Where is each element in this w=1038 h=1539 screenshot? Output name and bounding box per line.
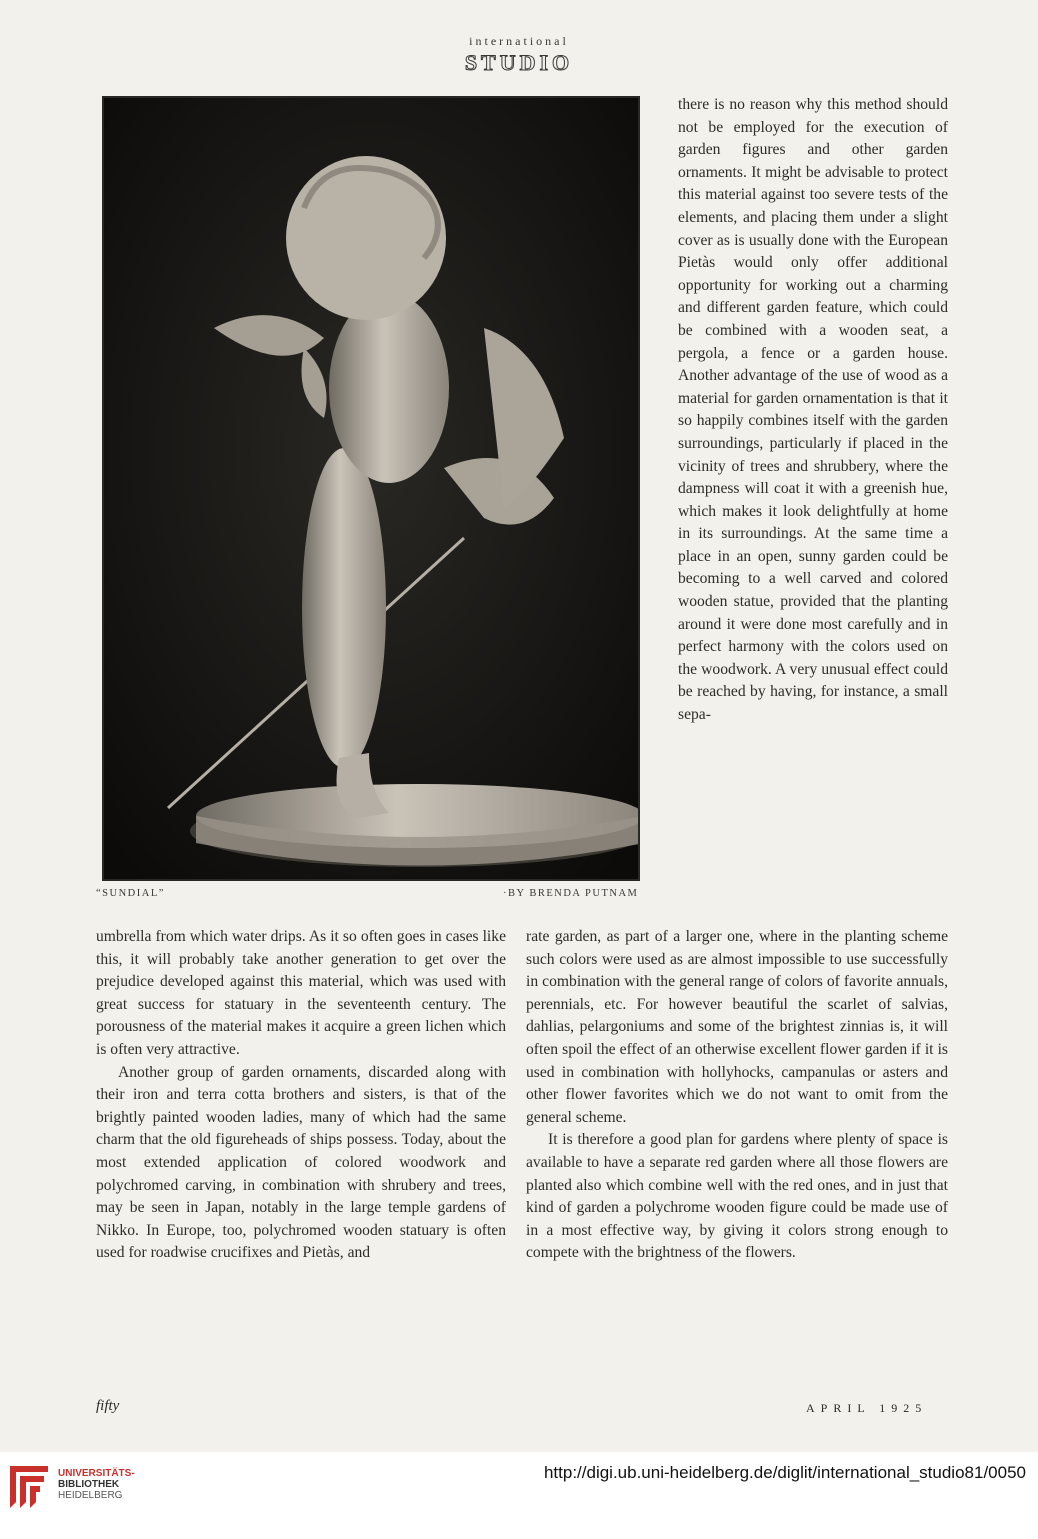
left-text-column	[96, 926, 506, 1265]
photo-caption-title: “SUNDIAL”	[96, 888, 165, 899]
sundial-photograph	[102, 96, 640, 881]
library-name-line2: BIBLIOTHEK	[58, 1479, 120, 1490]
right-text-column	[526, 926, 948, 1265]
photo-caption-credit: ·BY BRENDA PUTNAM	[503, 888, 639, 899]
paragraph: rate garden, as part of a larger one, where in the planting scheme such colors were used as are almost impossible to use successfully in combination with the general range of colors of favorite annuals, perennials, etc. For however beautiful the scarlet of salvias, dahlias, pelargoniums and some of the brightest zinnias is, it will often spoil the effect of an otherwise excellent flower garden if it is used in combination with hollyhocks, campanulas or asters and other flower favorites which we do not want to omit from the general scheme.	[526, 928, 948, 1126]
masthead-title: international	[469, 34, 569, 48]
page-number: fifty	[96, 1398, 120, 1414]
source-url-link[interactable]: http://digi.ub.uni-heidelberg.de/diglit/international_studio81/0050	[543, 1463, 1026, 1482]
library-name-line3: HEIDELBERG	[58, 1490, 123, 1501]
cherub-sculpture-image	[104, 98, 638, 879]
masthead-studio: STUDIO	[464, 50, 574, 75]
paragraph: It is therefore a good plan for gardens where plenty of space is available to have a separate red garden where all those flowers are planted also which combine well with the red ones, and in just that kind of garden a polychrome wooden figure could be made use of in a most effective way, by giving it colors strong enough to compete with the brightness of the flowers.	[526, 1131, 948, 1262]
paragraph: umbrella from which water drips. As it so often goes in cases like this, it will probably take another generation to get over the prejudice developed against this material, which was used with great success for statuary in the seventeenth century. The porousness of the material makes it acquire a green lichen which is often very attractive.	[96, 928, 506, 1058]
library-name-line1: UNIVERSITÄTS-	[58, 1468, 135, 1479]
paragraph: Another group of garden ornaments, discarded along with their iron and terra cotta brothers and sisters, is that of the brightly painted wooden ladies, many of which had the same charm that the old figureheads of ships possess. Today, about the most extended application of colored woodwork and polychromed carving, in combination with shrubery and trees, may be seen in Japan, notably in the large temple gardens of Nikko. In Europe, too, polychromed wooden statuary is often used for roadwise crucifixes and Pietàs, and	[96, 1063, 506, 1262]
narrow-text-column	[678, 94, 948, 727]
library-logo-icon	[6, 1462, 52, 1512]
paragraph: there is no reason why this method should not be employed for the execution of garden figures and other garden ornaments. It might be advisable to protect this material against too severe tests of the elements, and placing them under a slight cover as is usually done with the European Pietàs would only offer additional opportunity for working out a charming and different garden feature, which could be combined with a wooden seat, a pergola, a fence or a garden house. Another advantage of the use of wood as a material for garden ornamentation is that it so happily combines itself with the garden surroundings, particularly if placed in the vicinity of trees and shrubbery, where the dampness will coat it with a greenish hue, which makes it look delightfully at home in its surroundings. At the same time a place in an open, sunny garden could be becoming to a well carved and colored wooden statue, provided that the planting around it were done most carefully and in perfect harmony with the colors used on the woodwork. A very unusual effect could be reached by having, for instance, a small sepa-	[678, 96, 948, 724]
library-footer	[0, 1452, 1038, 1539]
library-name	[58, 1468, 135, 1501]
issue-date: APRIL 1925	[806, 1401, 928, 1415]
